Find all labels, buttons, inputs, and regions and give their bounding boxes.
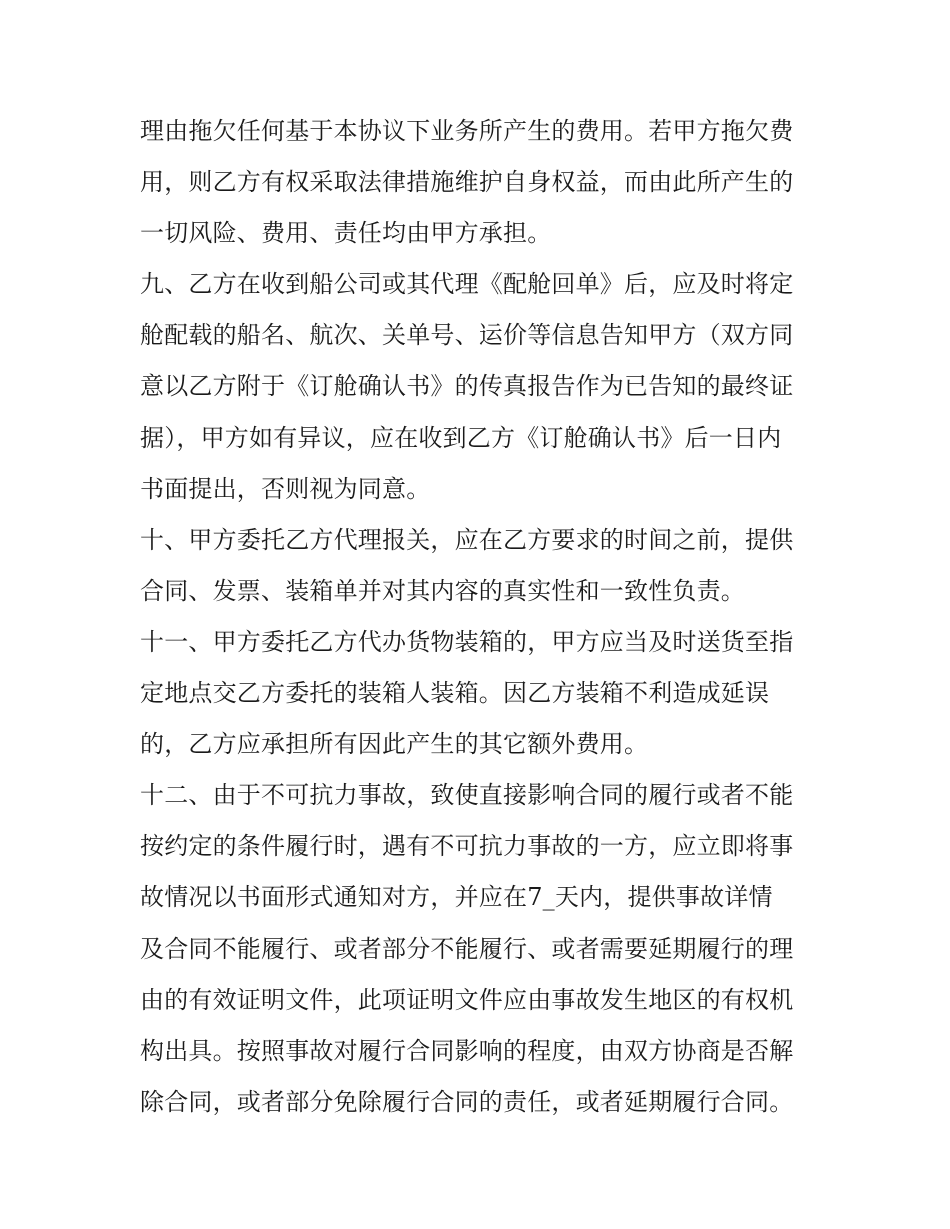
text-line: 合同、发票、装箱单并对其内容的真实性和一致性负责。 bbox=[140, 576, 745, 605]
text-line: 书面提出，否则视为同意。 bbox=[140, 474, 431, 503]
text-line: 及合同不能履行、或者部分不能履行、或者需要延期履行的理 bbox=[140, 934, 794, 963]
text-line: 故情况以书面形式通知对方，并应在7_天内，提供事故详情 bbox=[140, 883, 773, 912]
clause-12-line: 十二、由于不可抗力事故，致使直接影响合同的履行或者不能 bbox=[140, 781, 794, 810]
clause-9-line: 九、乙方在收到船公司或其代理《配舱回单》后，应及时将定 bbox=[140, 270, 794, 299]
text-line: 一切风险、费用、责任均由甲方承担。 bbox=[140, 219, 552, 248]
text-line: 按约定的条件履行时，遇有不可抗力事故的一方，应立即将事 bbox=[140, 832, 794, 861]
clause-10-line: 十、甲方委托乙方代理报关，应在乙方要求的时间之前，提供 bbox=[140, 525, 794, 554]
contract-text-block bbox=[140, 106, 820, 1128]
text-line: 定地点交乙方委托的装箱人装箱。因乙方装箱不利造成延误 bbox=[140, 679, 770, 708]
text-line: 的，乙方应承担所有因此产生的其它额外费用。 bbox=[140, 730, 649, 759]
text-line: 用，则乙方有权采取法律措施维护自身权益，而由此所产生的 bbox=[140, 168, 794, 197]
text-line: 意以乙方附于《订舱确认书》的传真报告作为已告知的最终证 bbox=[140, 372, 794, 401]
text-line: 由的有效证明文件，此项证明文件应由事故发生地区的有权机 bbox=[140, 985, 794, 1014]
text-line: 据），甲方如有异议，应在收到乙方《订舱确认书》后一日内 bbox=[140, 423, 782, 452]
text-line: 构出具。按照事故对履行合同影响的程度，由双方协商是否解 bbox=[140, 1036, 794, 1065]
text-line: 除合同，或者部分免除履行合同的责任，或者延期履行合同。 bbox=[140, 1087, 794, 1116]
text-line: 舱配载的船名、航次、关单号、运价等信息告知甲方（双方同 bbox=[140, 321, 794, 350]
text-line: 理由拖欠任何基于本协议下业务所产生的费用。若甲方拖欠费 bbox=[140, 117, 794, 145]
clause-11-line: 十一、甲方委托乙方代办货物装箱的，甲方应当及时送货至指 bbox=[140, 627, 794, 656]
